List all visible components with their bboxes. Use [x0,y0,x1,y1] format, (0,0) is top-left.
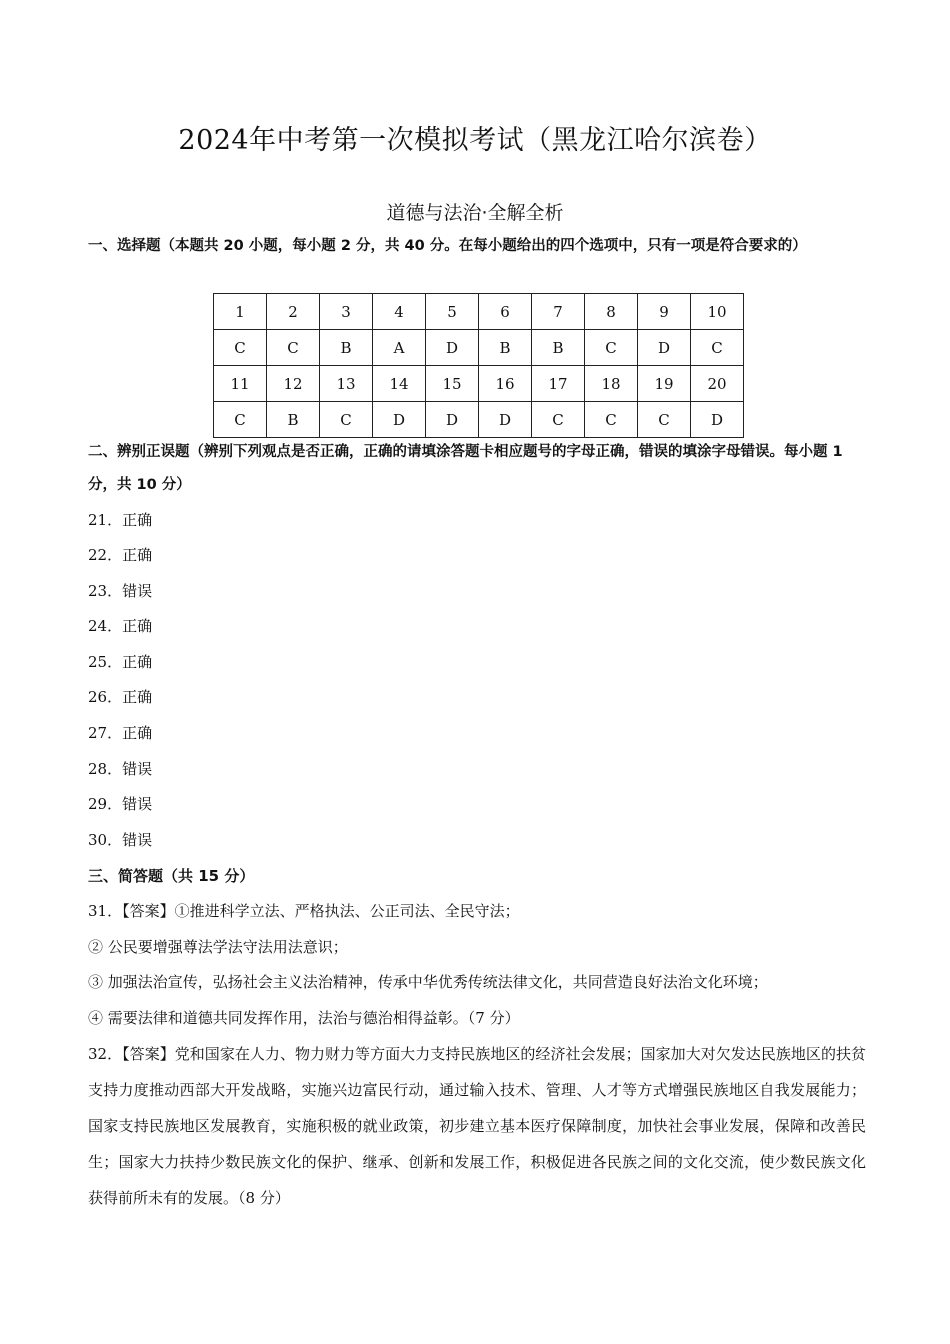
section3-heading: 三、简答题（共 15 分） [88,867,255,885]
table-cell: 10 [691,294,744,330]
table-row [214,330,744,366]
q31-answer-line: 31．【答案】①推进科学立法、严格执法、公正司法、全民守法； [88,902,520,920]
table-cell: C [532,402,585,438]
table-cell: D [691,402,744,438]
tf-item: 22．正确 [88,546,153,564]
table-cell: 17 [532,366,585,402]
table-cell: 4 [373,294,426,330]
table-cell: C [585,402,638,438]
tf-item: 24．正确 [88,617,153,635]
section2-heading: 二、辨别正误题（辨别下列观点是否正确，正确的请填涂答题卡相应题号的字母正确，错误的填涂字母错误。每小题 1 分，共 10 分） [88,444,843,493]
tf-item: 30．错误 [88,831,153,849]
table-cell: D [373,402,426,438]
table-cell: D [426,330,479,366]
table-cell: B [320,330,373,366]
table-row [214,402,744,438]
table-cell: 13 [320,366,373,402]
q32-answer: 32．【答案】党和国家在人力、物力财力等方面大力支持民族地区的经济社会发展；国家加大对欠发达民族地区的扶贫支持力度推动西部大开发战略，实施兴边富民行动，通过输入技术、管理、人才等方式增强民族地区自我发展能力；国家支持民族地区发展教育，实施积极的就业政策，初步建立基本医疗保障制度，加快社会事业发展，保障和改善民生；国家大力扶持少数民族文化的保护、继承、创新和发展工作，积极促进各民族之间的文化交流，使少数民族文化获得前所未有的发展。（8 分） [88,1045,866,1207]
table-cell: 1 [214,294,267,330]
table-cell: 11 [214,366,267,402]
q31-answer-line: ④ 需要法律和道德共同发挥作用，法治与德治相得益彰。（7 分） [88,1009,520,1027]
table-cell: 6 [479,294,532,330]
table-cell: 5 [426,294,479,330]
page-subtitle: 道德与法治·全解全析 [386,202,564,224]
table-cell: 16 [479,366,532,402]
table-row [214,294,744,330]
table-cell: 15 [426,366,479,402]
tf-item: 29．错误 [88,795,153,813]
table-cell: 20 [691,366,744,402]
table-cell: 2 [267,294,320,330]
table-cell: B [267,402,320,438]
table-cell: C [691,330,744,366]
table-row [214,366,744,402]
table-cell: 19 [638,366,691,402]
table-cell: C [267,330,320,366]
table-cell: 14 [373,366,426,402]
section1-heading: 一、选择题（本题共 20 小题，每小题 2 分，共 40 分。在每小题给出的四个选项中，只有一项是符合要求的） [88,238,807,254]
table-cell: 12 [267,366,320,402]
table-cell: D [638,330,691,366]
q31-answer-line: ③ 加强法治宣传，弘扬社会主义法治精神，传承中华优秀传统法律文化，共同营造良好法治文化环境； [88,973,768,991]
tf-item: 26．正确 [88,688,153,706]
table-cell: A [373,330,426,366]
page-title: 2024年中考第一次模拟考试（黑龙江哈尔滨卷） [178,125,772,156]
table-cell: C [320,402,373,438]
tf-item: 25．正确 [88,653,153,671]
table-cell: 9 [638,294,691,330]
tf-item: 27．正确 [88,724,153,742]
table-cell: 7 [532,294,585,330]
table-cell: C [214,402,267,438]
answer-table [213,293,744,438]
tf-item: 28．错误 [88,760,153,778]
table-cell: 18 [585,366,638,402]
table-cell: B [532,330,585,366]
tf-item: 21．正确 [88,511,153,529]
table-cell: B [479,330,532,366]
tf-item: 23．错误 [88,582,153,600]
table-cell: 3 [320,294,373,330]
table-cell: C [638,402,691,438]
table-cell: 8 [585,294,638,330]
table-cell: C [585,330,638,366]
table-cell: D [426,402,479,438]
table-cell: D [479,402,532,438]
table-cell: C [214,330,267,366]
q31-answer-line: ② 公民要增强尊法学法守法用法意识； [88,938,348,956]
